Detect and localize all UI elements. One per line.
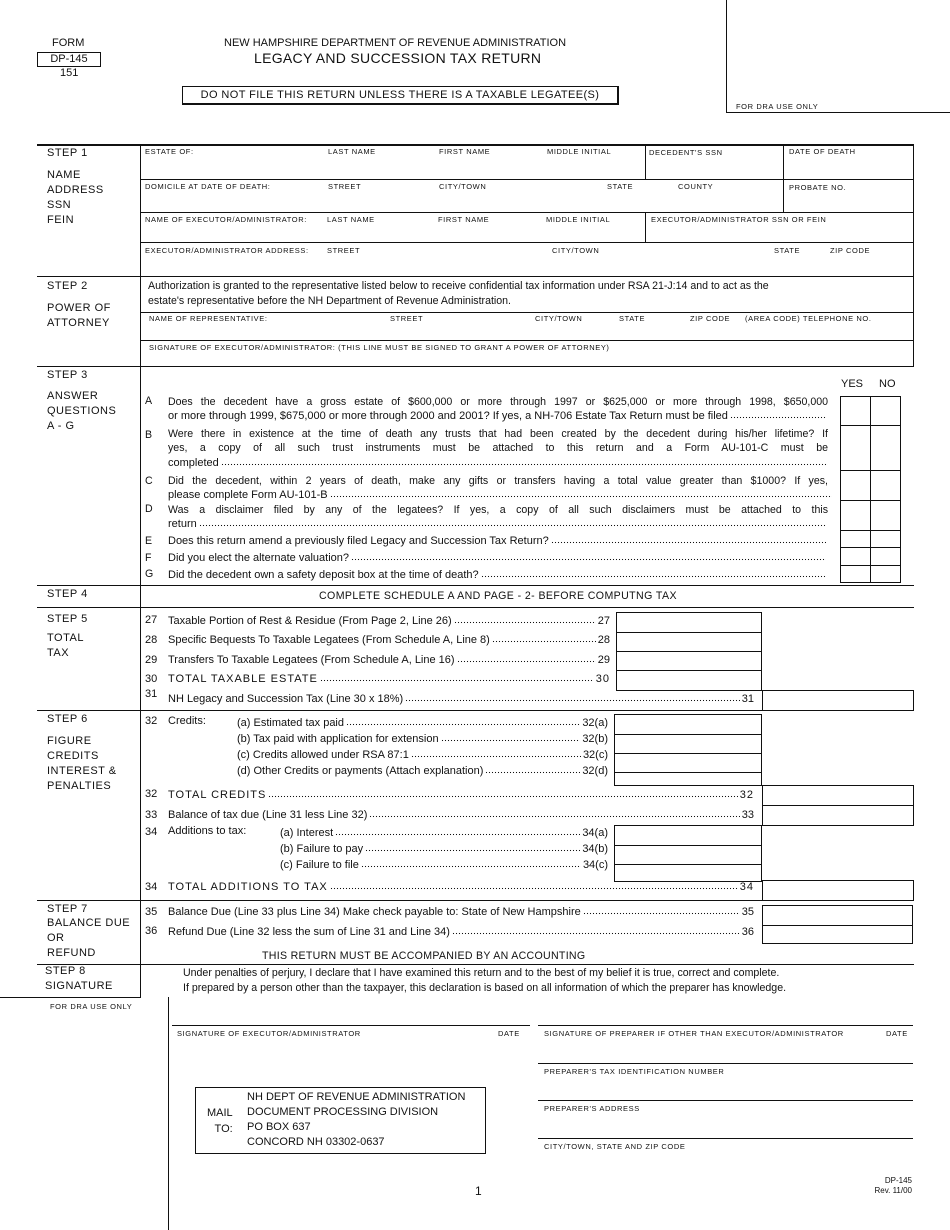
step6-desc-line: PENALTIES — [47, 780, 112, 792]
dot-leader — [221, 457, 826, 466]
executor-ssn-label: EXECUTOR/ADMINISTRATOR SSN OR FEIN — [651, 215, 827, 224]
representative-name-label: NAME OF REPRESENTATIVE: — [149, 314, 268, 323]
step7-desc-line: BALANCE DUE — [47, 917, 131, 929]
preparer-city-label: CITY/TOWN, STATE AND ZIP CODE — [544, 1142, 686, 1151]
line-31 — [168, 692, 754, 706]
question-c-line — [168, 488, 834, 502]
line-number: 36 — [145, 925, 158, 937]
date-of-death-label: DATE OF DEATH — [789, 147, 856, 156]
executor-signature-field[interactable] — [172, 1000, 530, 1024]
question-e-line — [168, 534, 828, 548]
line-29 — [168, 653, 610, 667]
line-number: 34 — [739, 881, 754, 893]
step7-desc — [47, 916, 130, 961]
step4-instruction: COMPLETE SCHEDULE A AND PAGE - 2- BEFORE COMPUTNG TAX — [319, 590, 677, 602]
date-label: DATE — [498, 1029, 520, 1038]
dot-leader — [268, 789, 737, 798]
question-a-no-checkbox[interactable] — [870, 396, 901, 426]
line-34a — [280, 826, 608, 840]
divider — [37, 964, 914, 965]
divider — [645, 212, 646, 242]
dot-leader — [551, 535, 826, 544]
question-b-no-checkbox[interactable] — [870, 425, 901, 471]
question-g-line — [168, 568, 828, 582]
divider — [783, 144, 784, 212]
zip-code-label: ZIP CODE — [690, 314, 731, 323]
line-32a-input[interactable] — [614, 714, 762, 735]
divider — [37, 276, 914, 277]
line-32b — [237, 732, 608, 746]
address-line: NH DEPT OF REVENUE ADMINISTRATION — [247, 1091, 466, 1103]
dot-leader — [335, 827, 580, 836]
question-text: Did you elect the alternate valuation? — [168, 552, 350, 564]
question-f-yes-checkbox[interactable] — [840, 547, 871, 566]
dot-leader — [199, 518, 826, 527]
line-32a — [237, 716, 608, 730]
step3-desc-line: A - G — [47, 420, 75, 432]
line-number: 27 — [145, 614, 158, 626]
line-34-total-input[interactable] — [762, 880, 914, 901]
line-33-input[interactable] — [762, 805, 914, 826]
address-line: DOCUMENT PROCESSING DIVISION — [247, 1106, 439, 1118]
authorization-line: estate's representative before the NH Department of Revenue Administration. — [148, 294, 511, 307]
step3-desc — [47, 389, 116, 434]
line-label: (a) Estimated tax paid — [237, 717, 344, 729]
dot-leader — [330, 489, 832, 498]
line-32c — [237, 748, 608, 762]
additions-label: Additions to tax: — [168, 825, 247, 837]
zip-code-label: ZIP CODE — [830, 246, 871, 255]
dra-box-border — [168, 997, 169, 1230]
line-number: 33 — [145, 809, 158, 821]
line-number: 36 — [741, 926, 754, 938]
footer-revision: Rev. 11/00 — [874, 1186, 912, 1195]
step6-desc-line: FIGURE — [47, 735, 92, 747]
question-d-line: Was a disclaimer filed by any of the legatees? If yes, a copy of all such disclaimers must be attached to this — [168, 504, 828, 516]
step4-label: STEP 4 — [47, 588, 88, 600]
step5-label: STEP 5 — [47, 613, 88, 625]
line-label: (b) Tax paid with application for extension — [237, 733, 439, 745]
step3-label: STEP 3 — [47, 369, 88, 381]
line-35 — [168, 905, 754, 919]
line-27-input[interactable] — [616, 612, 762, 633]
question-b-line — [168, 456, 828, 470]
line-number: 28 — [597, 634, 610, 646]
state-label: STATE — [619, 314, 646, 323]
footer-form-number: DP-145 — [884, 1176, 912, 1185]
line-28 — [168, 633, 610, 647]
line-label: Taxable Portion of Rest & Residue (From Page 2, Line 26) — [168, 615, 452, 627]
department-name: NEW HAMPSHIRE DEPARTMENT OF REVENUE ADMINISTRATION — [224, 37, 567, 49]
line-label: (d) Other Credits or payments (Attach explanation) — [237, 765, 484, 777]
step2-desc-line: POWER OF — [47, 302, 111, 314]
question-d-yes-checkbox[interactable] — [840, 500, 871, 531]
question-c-yes-checkbox[interactable] — [840, 470, 871, 501]
step3-desc-line: QUESTIONS — [47, 405, 117, 417]
step8-desc: SIGNATURE — [45, 980, 113, 992]
dot-leader — [411, 749, 581, 758]
line-36-input[interactable] — [762, 925, 913, 944]
question-b-line: yes, a copy of all such trust instruments must be attached to this return and a Form AU-101-C must be — [168, 442, 828, 454]
divider — [37, 607, 914, 608]
line-36 — [168, 925, 754, 939]
question-letter: A — [145, 395, 153, 407]
dot-leader — [452, 926, 740, 935]
line-32b-input[interactable] — [614, 734, 762, 754]
estate-of-label: ESTATE OF: — [145, 147, 194, 156]
dot-leader — [330, 881, 738, 890]
question-b-line: Were there in existence at the time of death any trusts that had been created by the decedent during his/her lifetime? If — [168, 428, 828, 440]
mail-label-line: MAIL — [207, 1107, 233, 1119]
mailing-address-box — [195, 1087, 486, 1154]
step6-desc-line: CREDITS — [47, 750, 99, 762]
question-text: completed — [168, 457, 219, 469]
question-g-yes-checkbox[interactable] — [840, 565, 871, 583]
line-number: 32(c) — [582, 749, 608, 761]
line-label: Balance Due (Line 33 plus Line 34) Make check payable to: State of New Hampshire — [168, 906, 581, 918]
state-label: STATE — [607, 182, 634, 191]
question-a-yes-checkbox[interactable] — [840, 396, 871, 426]
estate-name-field[interactable] — [146, 156, 641, 178]
step5-desc-line: TAX — [47, 647, 70, 659]
line-label: (a) Interest — [280, 827, 334, 839]
executor-name-label: NAME OF EXECUTOR/ADMINISTRATOR: — [145, 215, 307, 224]
line-number: 32(b) — [582, 733, 608, 745]
dot-leader — [369, 809, 739, 818]
step3-desc-line: ANSWER — [47, 390, 99, 402]
filing-notice: DO NOT FILE THIS RETURN UNLESS THERE IS A TAXABLE LEGATEE(S) — [182, 86, 619, 105]
question-f-line — [168, 551, 828, 565]
city-town-label: CITY/TOWN — [535, 314, 583, 323]
line-32d — [237, 764, 608, 778]
line-label: TOTAL TAXABLE ESTATE — [168, 673, 318, 685]
street-label: STREET — [328, 182, 362, 191]
telephone-label: (AREA CODE) TELEPHONE NO. — [745, 314, 872, 323]
state-label: STATE — [774, 246, 801, 255]
question-a-line: Does the decedent have a gross estate of $600,000 or more through 1997 or $625,000 or more through 1998, $650,000 — [168, 396, 828, 408]
line-number: 34(b) — [582, 843, 608, 855]
line-35-input[interactable] — [762, 905, 913, 926]
dra-use-label: FOR DRA USE ONLY — [736, 102, 819, 111]
dot-leader — [405, 693, 740, 702]
step7-desc-line: OR — [47, 932, 65, 944]
dot-leader — [457, 654, 596, 663]
divider — [37, 366, 914, 367]
divider — [140, 312, 913, 313]
authorization-text — [148, 279, 769, 308]
declaration-line: Under penalties of perjury, I declare that I have examined this return and to the best of my belief it is true, correct and complete. — [183, 967, 780, 979]
address-line: PO BOX 637 — [247, 1121, 311, 1133]
line-32d-input[interactable] — [614, 772, 762, 786]
mail-label-line: TO: — [214, 1123, 233, 1135]
decedent-ssn-label: DECEDENT'S SSN — [649, 148, 723, 157]
accounting-notice: THIS RETURN MUST BE ACCOMPANIED BY AN ACCOUNTING — [262, 950, 586, 962]
question-text: Does this return amend a previously filed Legacy and Succession Tax Return? — [168, 535, 549, 547]
line-31-input[interactable] — [762, 690, 914, 711]
county-label: COUNTY — [678, 182, 714, 191]
line-label: Specific Bequests To Taxable Legatees (From Schedule A, Line 8) — [168, 634, 490, 646]
question-letter: B — [145, 429, 153, 441]
question-letter: E — [145, 535, 153, 547]
dra-box-border — [726, 0, 727, 112]
question-letter: F — [145, 552, 152, 564]
step2-label: STEP 2 — [47, 280, 88, 292]
dot-leader — [320, 673, 594, 682]
signature-line — [538, 1063, 913, 1064]
question-d-line — [168, 517, 828, 531]
step1-desc-line: FEIN — [47, 214, 75, 226]
line-number: 35 — [741, 906, 754, 918]
line-number: 32(d) — [582, 765, 608, 777]
line-label: Balance of tax due (Line 31 less Line 32) — [168, 809, 368, 821]
signature-line — [172, 1025, 530, 1026]
preparer-tin-label: PREPARER'S TAX IDENTIFICATION NUMBER — [544, 1067, 725, 1076]
line-number: 32 — [145, 788, 158, 800]
step1-desc — [47, 168, 104, 228]
question-text: or more through 1999, $675,000 or more through 2000 and 2001? If yes, a NH-706 Estate Tax Return must be filed — [168, 410, 728, 422]
question-d-no-checkbox[interactable] — [870, 500, 901, 531]
dra-use-label: FOR DRA USE ONLY — [50, 1002, 133, 1011]
step2-desc — [47, 301, 111, 331]
step6-desc-line: INTEREST & — [47, 765, 117, 777]
divider — [913, 144, 914, 366]
dra-box-border — [726, 112, 950, 113]
step7-desc-line: REFUND — [47, 947, 96, 959]
dot-leader — [361, 859, 581, 868]
dot-leader — [730, 410, 826, 419]
line-number: 29 — [597, 654, 610, 666]
credits-label: Credits: — [168, 715, 206, 727]
line-number: 32 — [739, 789, 754, 801]
line-number: 34 — [145, 826, 158, 838]
step7-label: STEP 7 — [47, 903, 88, 915]
question-text: Did the decedent own a safety deposit box at the time of death? — [168, 569, 479, 581]
line-32c-input[interactable] — [614, 753, 762, 773]
form-code: 151 — [60, 67, 79, 79]
form-label: FORM — [52, 37, 85, 49]
line-label: TOTAL ADDITIONS TO TAX — [168, 881, 328, 893]
line-number: 30 — [145, 673, 158, 685]
last-name-label: LAST NAME — [328, 147, 376, 156]
form-revision — [872, 1176, 912, 1196]
dot-leader — [441, 733, 581, 742]
question-b-yes-checkbox[interactable] — [840, 425, 871, 471]
perjury-declaration — [183, 966, 786, 996]
question-letter: C — [145, 475, 153, 487]
declaration-line: If prepared by a person other than the taxpayer, this declaration is based on all information of which the preparer has knowledge. — [183, 982, 787, 994]
line-label: NH Legacy and Succession Tax (Line 30 x 18%) — [168, 693, 404, 705]
divider — [140, 242, 913, 243]
line-label: TOTAL CREDITS — [168, 789, 267, 801]
line-34b — [280, 842, 608, 856]
form-number: DP-145 — [37, 52, 101, 67]
last-name-label: LAST NAME — [327, 215, 375, 224]
line-number: 34(c) — [582, 859, 608, 871]
street-label: STREET — [390, 314, 424, 323]
dot-leader — [351, 552, 826, 561]
line-32-total-input[interactable] — [762, 785, 914, 806]
divider — [37, 585, 914, 586]
line-number: 30 — [595, 673, 610, 685]
line-number: 27 — [597, 615, 610, 627]
step1-desc-line: NAME — [47, 169, 81, 181]
preparer-address-label: PREPARER'S ADDRESS — [544, 1104, 640, 1113]
divider — [0, 997, 141, 998]
question-c-no-checkbox[interactable] — [870, 470, 901, 501]
step1-label: STEP 1 — [47, 147, 88, 159]
signature-line — [538, 1138, 913, 1139]
middle-initial-label: MIDDLE INITIAL — [547, 147, 612, 156]
line-34a-input[interactable] — [614, 825, 762, 846]
line-number: 32 — [145, 715, 158, 727]
line-30-input[interactable] — [616, 670, 762, 691]
question-e-no-checkbox[interactable] — [870, 530, 901, 548]
line-number: 32(a) — [582, 717, 608, 729]
poa-signature-label: SIGNATURE OF EXECUTOR/ADMINISTRATOR: (THIS LINE MUST BE SIGNED TO GRANT A POWER OF ATTORNEY) — [149, 343, 610, 352]
dot-leader — [492, 634, 596, 643]
mailing-address — [247, 1090, 465, 1150]
executor-address-label: EXECUTOR/ADMINISTRATOR ADDRESS: — [145, 246, 309, 255]
step6-label: STEP 6 — [47, 713, 88, 725]
dot-leader — [346, 717, 580, 726]
line-label: (b) Failure to pay — [280, 843, 364, 855]
line-34b-input[interactable] — [614, 845, 762, 865]
step8-label: STEP 8 — [45, 965, 86, 977]
line-label: (c) Credits allowed under RSA 87:1 — [237, 749, 409, 761]
line-number: 34(a) — [582, 827, 608, 839]
probate-no-label: PROBATE NO. — [789, 183, 847, 192]
step1-desc-line: ADDRESS — [47, 184, 104, 196]
step6-desc — [47, 734, 117, 794]
question-c-line: Did the decedent, within 2 years of death, make any gifts or transfers having a total value greater than $1000? If yes, — [168, 475, 828, 487]
line-label: Transfers To Taxable Legatees (From Schedule A, Line 16) — [168, 654, 455, 666]
step1-desc-line: SSN — [47, 199, 72, 211]
date-label: DATE — [886, 1029, 908, 1038]
line-number: 28 — [145, 634, 158, 646]
divider — [140, 340, 913, 341]
question-letter: D — [145, 503, 153, 515]
line-number: 34 — [145, 881, 158, 893]
line-33 — [168, 808, 754, 822]
executor-signature-label: SIGNATURE OF EXECUTOR/ADMINISTRATOR — [177, 1029, 361, 1038]
dot-leader — [454, 615, 596, 624]
dot-leader — [365, 843, 580, 852]
dot-leader — [481, 569, 826, 578]
no-header: NO — [879, 378, 896, 390]
question-f-no-checkbox[interactable] — [870, 547, 901, 566]
question-g-no-checkbox[interactable] — [870, 565, 901, 583]
question-e-yes-checkbox[interactable] — [840, 530, 871, 548]
signature-line — [538, 1025, 913, 1026]
question-letter: G — [145, 568, 154, 580]
step5-desc-line: TOTAL — [47, 632, 84, 644]
line-number: 31 — [145, 688, 158, 700]
divider — [140, 144, 141, 997]
dot-leader — [583, 906, 740, 915]
line-number: 31 — [741, 693, 754, 705]
line-29-input[interactable] — [616, 651, 762, 671]
question-a-line — [168, 409, 828, 423]
preparer-signature-field[interactable] — [538, 1000, 913, 1024]
address-line: CONCORD NH 03302-0637 — [247, 1136, 385, 1148]
divider — [140, 212, 913, 213]
mail-to-label — [207, 1105, 233, 1137]
line-27 — [168, 614, 610, 628]
question-text: return — [168, 518, 197, 530]
line-32-total — [168, 788, 754, 802]
line-number: 33 — [741, 809, 754, 821]
first-name-label: FIRST NAME — [438, 215, 490, 224]
step5-desc — [47, 631, 84, 661]
middle-initial-label: MIDDLE INITIAL — [546, 215, 611, 224]
page-number: 1 — [475, 1184, 482, 1198]
form-title: LEGACY AND SUCCESSION TAX RETURN — [254, 50, 542, 66]
line-34c — [280, 858, 608, 872]
line-34-total — [168, 880, 754, 894]
city-town-label: CITY/TOWN — [439, 182, 487, 191]
divider — [140, 179, 913, 180]
line-number: 35 — [145, 906, 158, 918]
divider — [645, 144, 646, 179]
yes-header: YES — [841, 378, 864, 390]
dot-leader — [485, 765, 580, 774]
line-label: Refund Due (Line 32 less the sum of Line 31 and Line 34) — [168, 926, 450, 938]
line-28-input[interactable] — [616, 632, 762, 652]
preparer-signature-label: SIGNATURE OF PREPARER IF OTHER THAN EXECUTOR/ADMINISTRATOR — [544, 1029, 844, 1038]
line-30 — [168, 672, 610, 686]
authorization-line: Authorization is granted to the representative listed below to receive confidential tax information under RSA 21-J:14 and to act as the — [148, 280, 769, 292]
line-label: (c) Failure to file — [280, 859, 359, 871]
street-label: STREET — [327, 246, 361, 255]
domicile-label: DOMICILE AT DATE OF DEATH: — [145, 182, 271, 191]
city-town-label: CITY/TOWN — [552, 246, 600, 255]
question-text: please complete Form AU-101-B — [168, 489, 328, 501]
step2-desc-line: ATTORNEY — [47, 317, 110, 329]
signature-line — [538, 1100, 913, 1101]
first-name-label: FIRST NAME — [439, 147, 491, 156]
line-number: 29 — [145, 654, 158, 666]
